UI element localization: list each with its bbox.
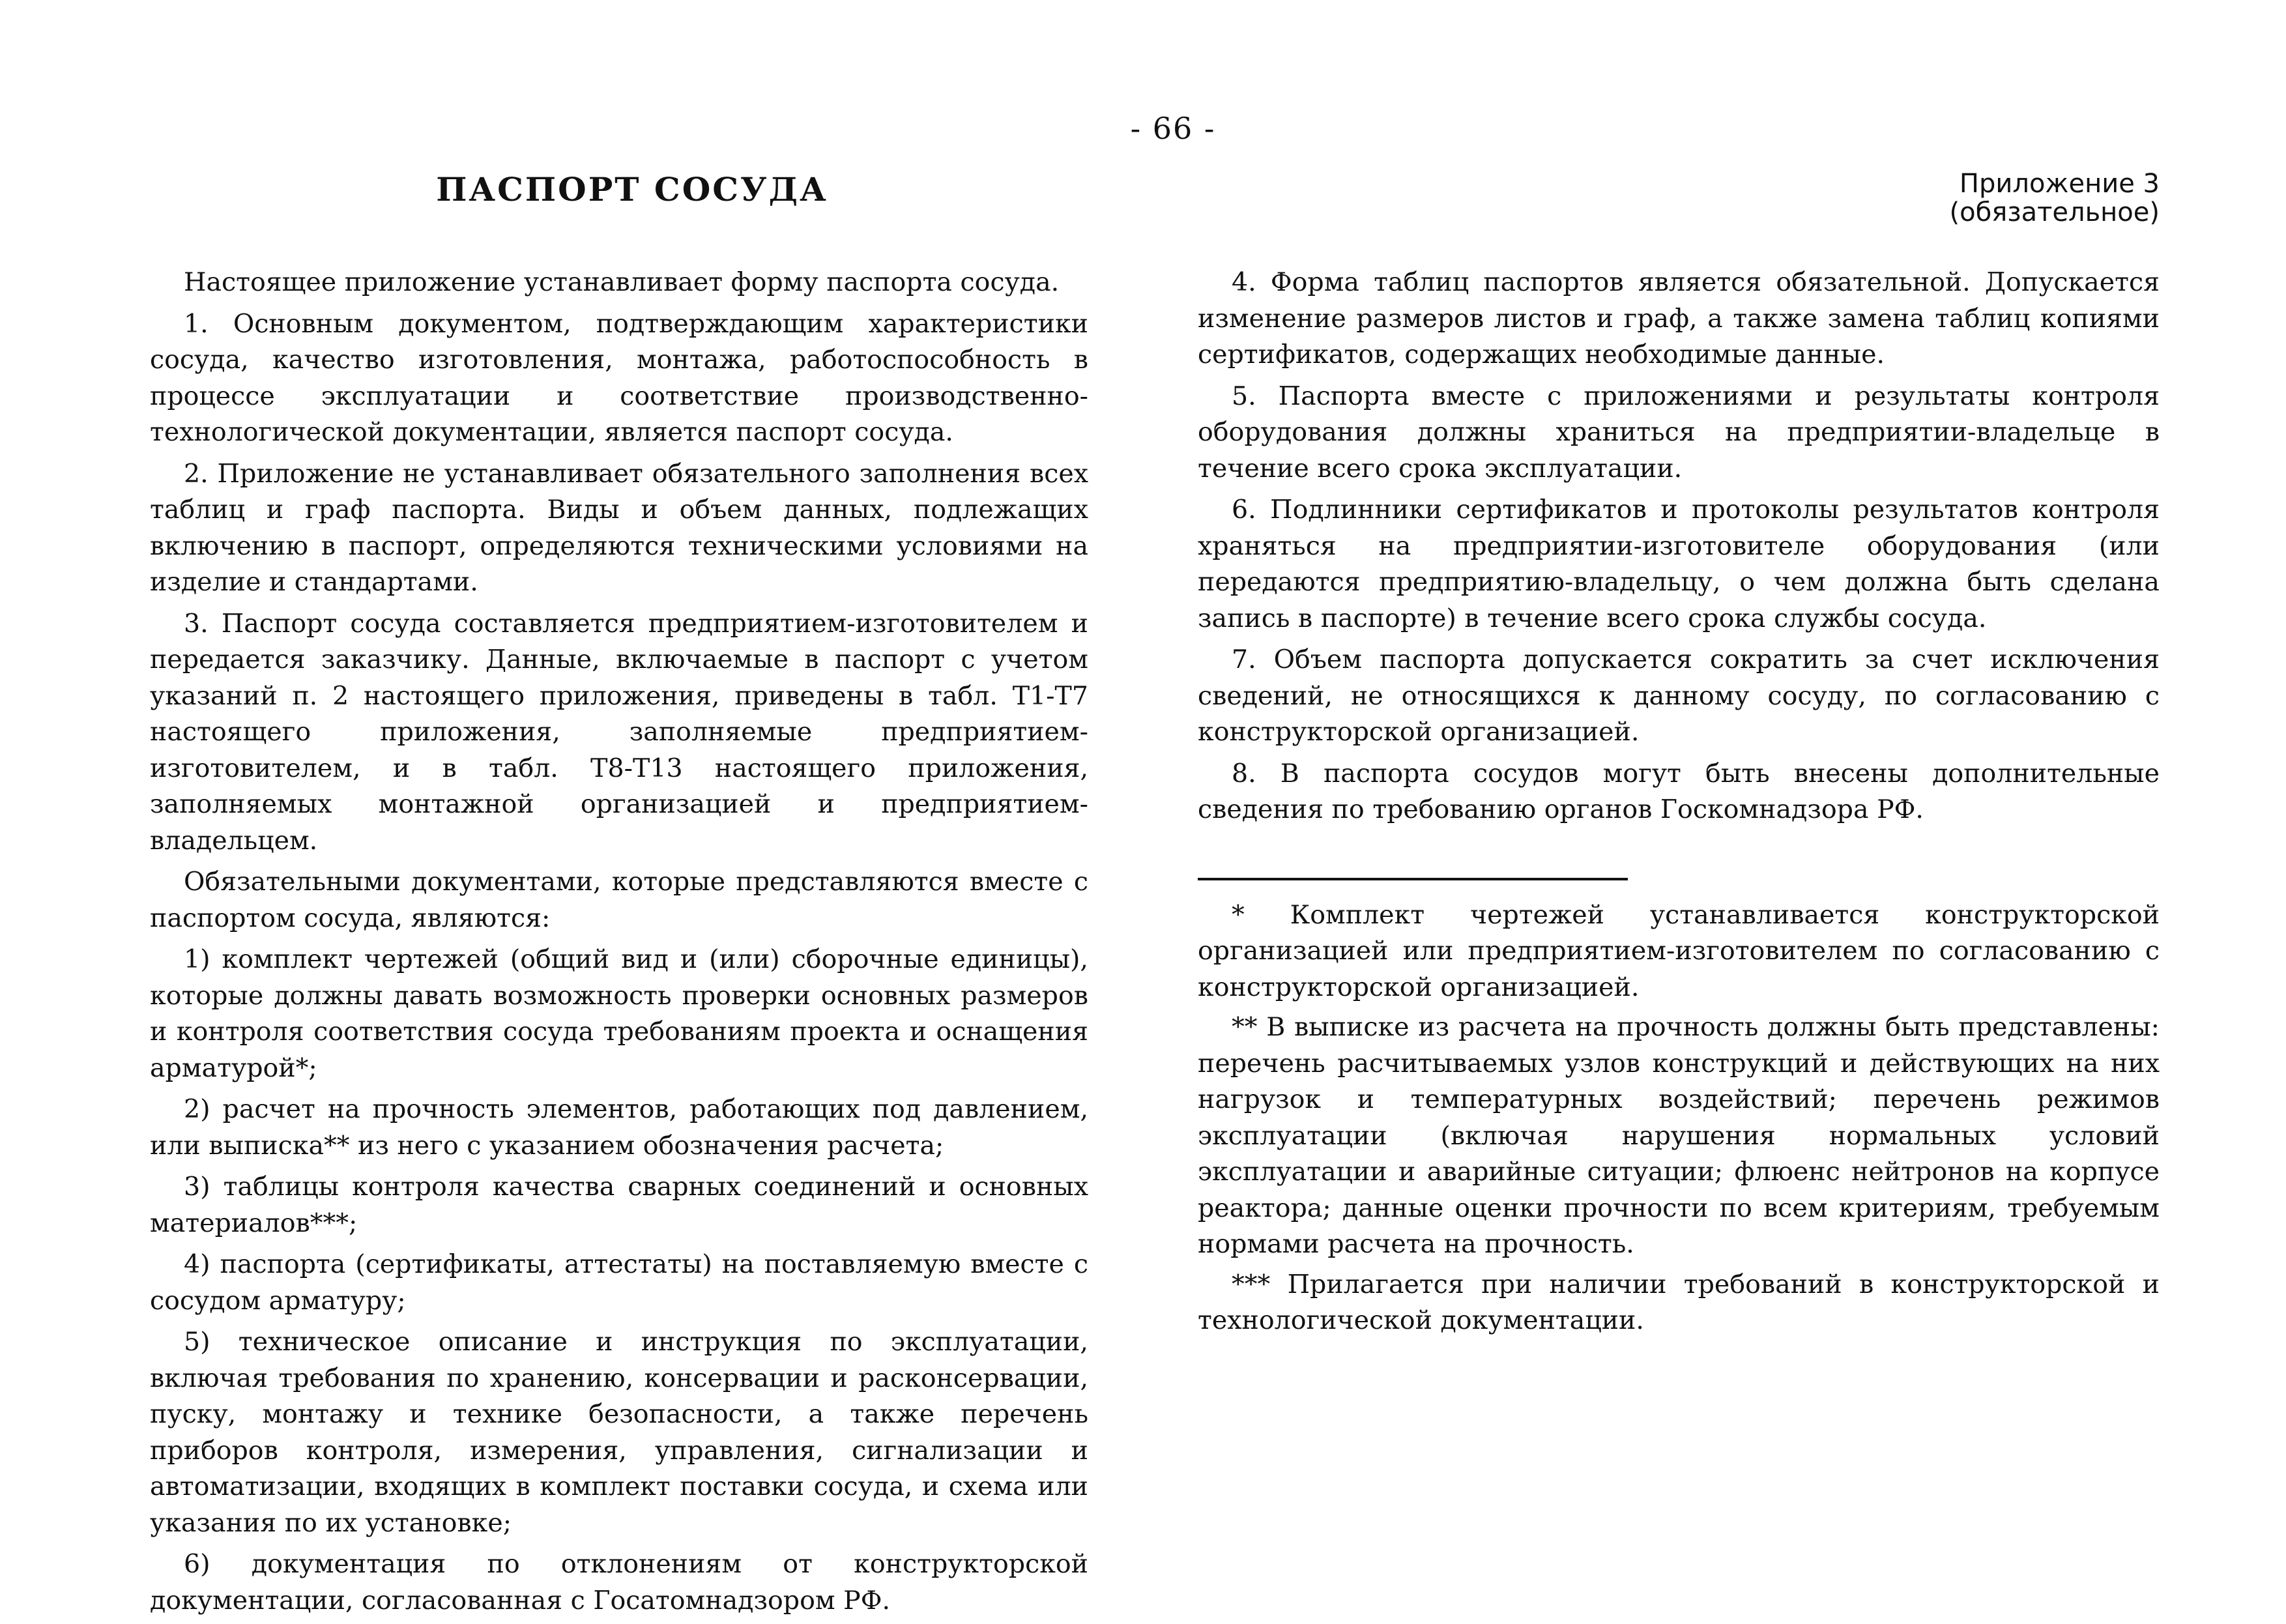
footnote-divider — [1198, 878, 1628, 880]
document-item-5: 5) техническое описание и инструкция по эксплуатации, включая требования по хранению, консервации и расконсервации, пуску, монтажу и технике безопасности, а также перечень приборов контроля, измерения, управления, сигнализации и автоматизации, входящих в комплект поставки сосуда, и схема или указания по их установке; — [150, 1327, 1088, 1538]
left-column — [150, 169, 1088, 1624]
clause-6: 6. Подлинники сертификатов и протоколы результатов контроля храняться на предприятии-изготовителе оборудования (или передаются предприятию-владельцу, о чем должна быть сделана запись в паспорте) в течение всего срока службы сосуда. — [1198, 495, 2160, 633]
intro-paragraph: Настоящее приложение устанавливает форму паспорта сосуда. — [184, 267, 1060, 297]
clause-8: 8. В паспорта сосудов могут быть внесены дополнительные сведения по требованию органов Госкомнадзора РФ. — [1198, 758, 2160, 824]
mandatory-documents-intro: Обязательными документами, которые представляются вместе с паспортом сосуда, являются: — [150, 867, 1088, 933]
clause-7: 7. Объем паспорта допускается сократить за счет исключения сведений, не относящихся к данному сосуду, по согласованию с конструкторской организацией. — [1198, 645, 2160, 747]
footnote-2: ** В выписке из расчета на прочность должны быть представлены: перечень расчитываемых узлов конструкций и действующих на них нагрузок и температурных воздействий; перечень режимов эксплуатации (включая нарушения нормальных условий эксплуатации и аварийные ситуации; флюенс нейтронов на корпусе реактора; данные оценки прочности по всем критериям, требуемым нормами расчета на прочность. — [1198, 1012, 2160, 1259]
clause-2: 2. Приложение не устанавливает обязательного заполнения всех таблиц и граф паспорта. Виды и объем данных, подлежащих включению в паспорт, определяются техническими условиями на изделие и стандартами. — [150, 458, 1088, 597]
document-item-3: 3) таблицы контроля качества сварных соединений и основных материалов***; — [150, 1172, 1088, 1238]
clause-1: 1. Основным документом, подтверждающим характеристики сосуда, качество изготовления, монтажа, работоспособность в процессе эксплуатации и соответствие производственно-технологической документации, является паспорт сосуда. — [150, 308, 1088, 447]
document-item-1: 1) комплект чертежей (общий вид и (или) сборочные единицы), которые должны давать возможность проверки основных размеров и контроля соответствия сосуда требованиям проекта и оснащения арматурой*; — [150, 944, 1088, 1083]
clause-4: 4. Форма таблиц паспортов является обязательной. Допускается изменение размеров листов и граф, а также замена таблиц копиями сертификатов, содержащих необходимые данные. — [1198, 267, 2160, 370]
document-item-6: 6) документация по отклонениям от конструкторской документации, согласованная с Госатомнадзором РФ. — [150, 1549, 1088, 1616]
clause-5: 5. Паспорта вместе с приложениями и результаты контроля оборудования должны храниться на предприятии-владельце в течение всего срока эксплуатации. — [1198, 381, 2160, 484]
footnote-1: * Комплект чертежей устанавливается конструкторской организацией или предприятием-изготовителем по согласованию с конструкторской организацией. — [1198, 899, 2160, 1002]
document-title: ПАСПОРТ СОСУДА — [436, 170, 828, 209]
document-item-2: 2) расчет на прочность элементов, работающих под давлением, или выписка** из него с указанием обозначения расчета; — [150, 1094, 1088, 1161]
page-number: - 66 - — [1130, 111, 1216, 146]
clause-3: 3. Паспорт сосуда составляется предприятием-изготовителем и передается заказчику. Данные, включаемые в паспорт с учетом указаний п. 2 настоящего приложения, приведены в табл. Т1-Т7 настоящего приложения, заполняемые предприятием-изготовителем, и в табл. Т8-Т13 настоящего приложения, заполняемых монтажной организацией и предприятием-владельцем. — [150, 608, 1088, 856]
appendix-status: (обязательное) — [1949, 197, 2160, 227]
footnote-3: *** Прилагается при наличии требований в конструкторской и технологической документации. — [1198, 1269, 2160, 1335]
appendix-number: Приложение 3 — [1959, 169, 2160, 199]
right-column — [1198, 169, 2160, 1343]
appendix-label — [1198, 169, 2160, 227]
document-item-4: 4) паспорта (сертификаты, аттестаты) на поставляемую вместе с сосудом арматуру; — [150, 1249, 1088, 1316]
